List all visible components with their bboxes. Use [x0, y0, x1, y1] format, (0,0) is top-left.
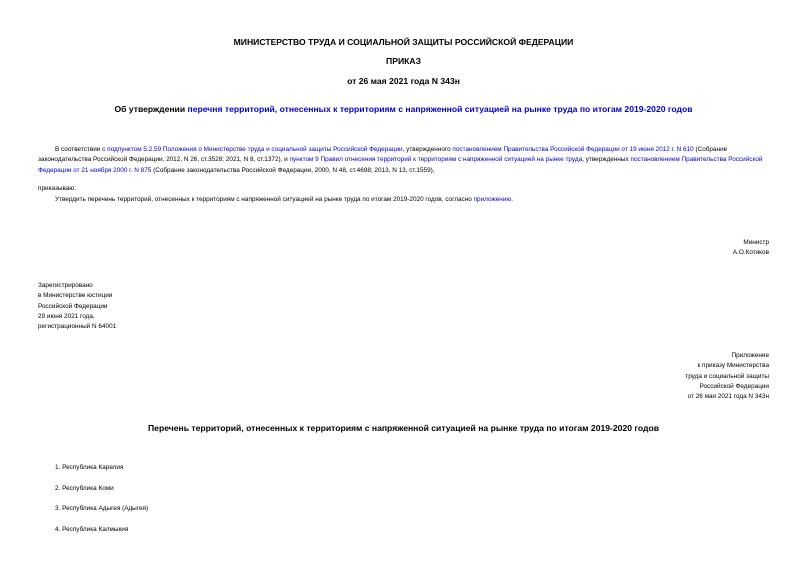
appendix-header-block [685, 351, 769, 402]
appendix-header-line: Российской Федерации [699, 382, 769, 390]
appendix-header-line: Приложение [731, 352, 769, 359]
signature-position: Министр [743, 239, 769, 246]
order-approve-end: . [511, 196, 513, 203]
preamble-link-subpoint[interactable]: подпунктом 5.2.59 Положения о Министерстве труда и социальной защиты Российской Федерации [107, 146, 403, 153]
document-type: ПРИКАЗ [386, 56, 421, 66]
territory-list-item: 1. Республика Карелия [55, 464, 124, 471]
preamble-text: , утвержденных [582, 156, 631, 164]
preamble-text: (Собрание законодательства Российской Федерации, 2012, N 26, ст.3528; 2021, N 8, ст.1372), и [38, 146, 728, 164]
registration-line: Российской Федерации [38, 302, 108, 310]
appendix-header-line: труда и социальной защиты [685, 372, 769, 380]
territory-list-item: 3. Республика Адыгея (Адыгея) [55, 505, 149, 512]
appendix-title: Перечень территорий, отнесенных к территориям с напряженной ситуацией на рынке труда по итогам 2019-2020 годов [147, 423, 659, 433]
order-approve-paragraph [55, 195, 769, 205]
territory-list-item: 2. Республика Коми [55, 485, 114, 492]
registration-line: 29 июня 2021 года, [38, 312, 95, 320]
territory-list-item: 4. Республика Калмыкия [55, 526, 129, 533]
document-title-link[interactable]: перечня территорий, отнесенных к территориям с напряженной ситуацией на рынке труда по итогам 2019-2020 годов [187, 104, 693, 114]
signature-name: А.О.Котяков [732, 249, 769, 257]
appendix-header-line: к приказу Министерства [697, 362, 769, 370]
preamble-link-resolution-610[interactable]: постановлением Правительства Российской Федерации от 19 июня 2012 г. N 610 [452, 146, 694, 153]
preamble-text: (Собрание законодательства Российской Федерации, 2000, N 48, ст.4698; 2013, N 13, ст.1559), [151, 166, 435, 174]
registration-line: регистрационный N 64001 [38, 323, 117, 331]
ministry-name: МИНИСТЕРСТВО ТРУДА И СОЦИАЛЬНОЙ ЗАЩИТЫ РОССИЙСКОЙ ФЕДЕРАЦИИ [233, 37, 574, 47]
registration-line: Зарегистрировано [38, 282, 93, 289]
order-approve-text: Утвердить перечень территорий, отнесенных к территориям с напряженной ситуацией на рынке труда по итогам 2019-2020 годов, согласно [55, 196, 474, 203]
appendix-header-line: от 26 мая 2021 года N 343н [687, 393, 769, 401]
document-date-number: от 26 мая 2021 года N 343н [347, 76, 460, 86]
document-title [0, 104, 807, 114]
appendix-link[interactable]: приложению [473, 196, 512, 203]
signature-block [733, 238, 769, 259]
preamble-paragraph [38, 145, 769, 176]
order-word: приказываю: [38, 185, 76, 192]
preamble-text: В соответствии с [55, 146, 108, 153]
preamble-text: , утвержденного [402, 146, 453, 153]
preamble-link-resolution-875[interactable]: постановлением Правительства Российской Федерации от 21 ноября 2000 г. N 875 [38, 156, 763, 174]
registration-block [38, 281, 116, 332]
document-title-prefix: Об утверждении [114, 104, 188, 114]
registration-line: в Министерстве юстиции [38, 292, 113, 300]
preamble-link-rules-point-9[interactable]: пунктом 9 Правил отнесения территорий к территориям с напряженной ситуацией на рынке труда [289, 156, 583, 164]
